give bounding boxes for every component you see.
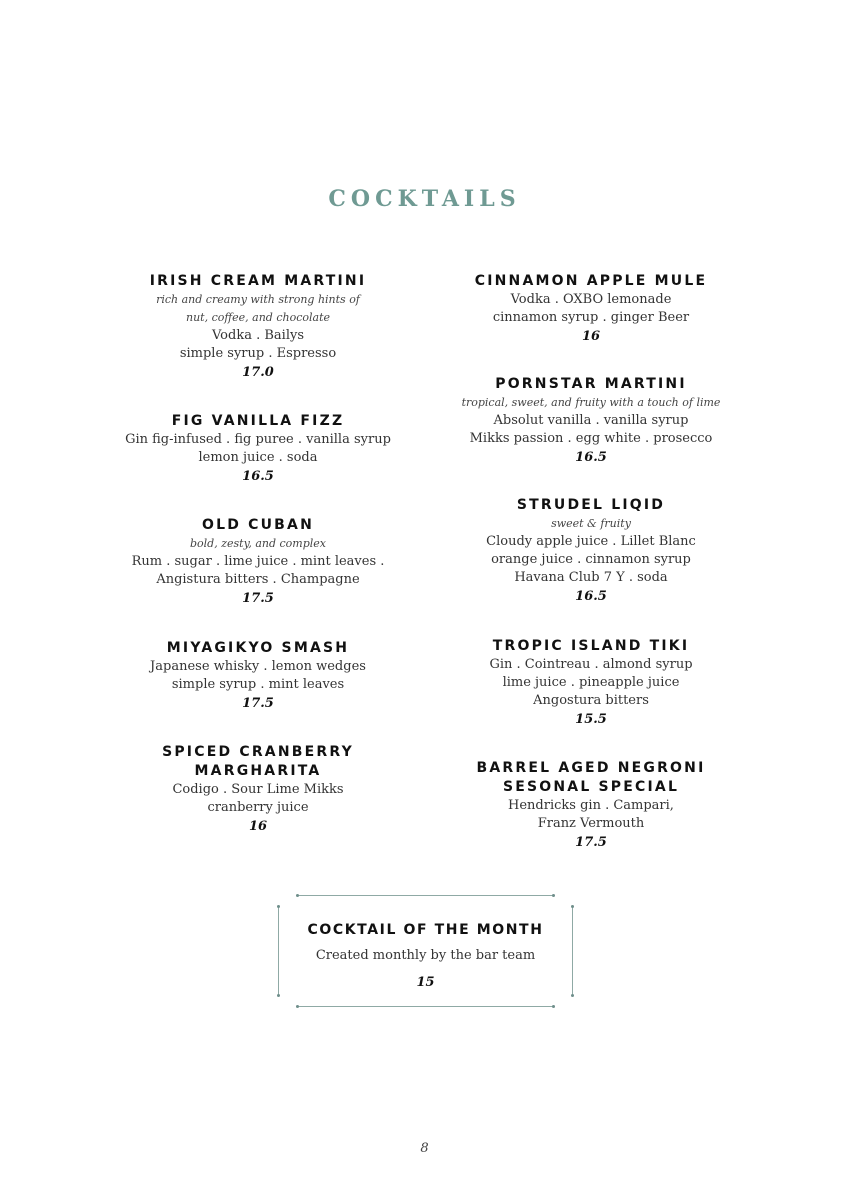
item-name: SESONAL SPECIAL <box>502 779 680 795</box>
item-price: 17.0 <box>242 365 274 380</box>
item-ingredients: Gin fig-infused . fig puree . vanilla syrup <box>125 432 391 447</box>
item-ingredients: Absolut vanilla . vanilla syrup <box>493 413 689 428</box>
page-number: 8 <box>420 1141 429 1156</box>
item-ingredients: Hendricks gin . Campari, <box>508 798 674 813</box>
menu-item <box>98 412 418 486</box>
item-ingredients: lime juice . pineapple juice <box>502 675 680 690</box>
menu-item <box>431 637 751 729</box>
item-price: 16.5 <box>575 589 607 604</box>
item-ingredients: Angistura bitters . Champagne <box>156 572 360 587</box>
item-name: CINNAMON APPLE MULE <box>474 273 708 289</box>
frame-dot <box>296 1005 299 1008</box>
frame-dot <box>571 994 574 997</box>
menu-item <box>431 759 751 852</box>
item-description: bold, zesty, and complex <box>189 537 326 550</box>
menu-item <box>98 516 418 608</box>
item-ingredients: Rum . sugar . lime juice . mint leaves . <box>131 554 385 569</box>
item-name: OLD CUBAN <box>202 517 314 533</box>
item-price: 17.5 <box>242 591 274 606</box>
item-price: 16 <box>581 329 601 344</box>
menu-item <box>431 496 751 606</box>
item-description: nut, coffee, and chocolate <box>185 311 330 324</box>
item-price: 17.5 <box>242 696 274 711</box>
item-ingredients: lemon juice . soda <box>198 450 318 465</box>
item-ingredients: Vodka . OXBO lemonade <box>510 292 672 307</box>
item-ingredients: Codigo . Sour Lime Mikks <box>172 782 344 797</box>
item-price: 15.5 <box>575 712 607 727</box>
item-price: 16.5 <box>575 450 607 465</box>
item-ingredients: Vodka . Bailys <box>211 328 304 343</box>
page-title: COCKTAILS <box>328 186 521 212</box>
item-name: SPICED CRANBERRY <box>162 744 354 760</box>
item-ingredients: Franz Vermouth <box>537 816 645 831</box>
frame-dot <box>552 894 555 897</box>
frame-dot <box>571 905 574 908</box>
item-price: 17.5 <box>575 835 607 850</box>
item-ingredients: Mikks passion . egg white . prosecco <box>469 431 713 446</box>
item-name: PORNSTAR MARTINI <box>495 376 687 392</box>
cocktail-of-the-month-box <box>276 893 575 1009</box>
cocktail-of-the-month-price: 15 <box>416 975 435 990</box>
item-name: IRISH CREAM MARTINI <box>149 273 367 289</box>
menu-item <box>431 375 751 467</box>
menu-item <box>98 639 418 713</box>
menu-item <box>98 743 418 836</box>
item-ingredients: orange juice . cinnamon syrup <box>491 552 691 567</box>
cocktail-of-the-month-description: Created monthly by the bar team <box>315 948 536 963</box>
item-name: TROPIC ISLAND TIKI <box>492 638 690 654</box>
frame-line-top <box>297 895 554 896</box>
item-ingredients: Cloudy apple juice . Lillet Blanc <box>486 534 696 549</box>
item-ingredients: simple syrup . mint leaves <box>171 677 345 692</box>
item-ingredients: Gin . Cointreau . almond syrup <box>489 657 693 672</box>
item-name: MIYAGIKYO SMASH <box>166 640 350 656</box>
item-name: STRUDEL LIQID <box>516 497 666 513</box>
item-ingredients: Havana Club 7 Y . soda <box>514 570 668 585</box>
item-price: 16 <box>248 819 268 834</box>
frame-dot <box>296 894 299 897</box>
item-ingredients: simple syrup . Espresso <box>179 346 337 361</box>
frame-dot <box>277 994 280 997</box>
frame-dot <box>277 905 280 908</box>
item-name: FIG VANILLA FIZZ <box>171 413 345 429</box>
menu-item <box>431 272 751 346</box>
menu-item <box>98 272 418 382</box>
item-name: BARREL AGED NEGRONI <box>476 760 706 776</box>
menu-column-left <box>98 272 418 836</box>
item-description: sweet & fruity <box>551 517 631 530</box>
menu-column-right <box>431 272 751 852</box>
item-description: rich and creamy with strong hints of <box>156 293 360 306</box>
item-ingredients: cinnamon syrup . ginger Beer <box>492 310 690 325</box>
item-price: 16.5 <box>242 469 274 484</box>
cocktail-of-the-month-title: COCKTAIL OF THE MONTH <box>307 922 544 938</box>
item-name: MARGHARITA <box>194 763 322 779</box>
frame-dot <box>552 1005 555 1008</box>
item-ingredients: Japanese whisky . lemon wedges <box>150 659 366 674</box>
item-ingredients: Angostura bitters <box>533 693 649 708</box>
item-description: tropical, sweet, and fruity with a touch of lime <box>461 396 721 409</box>
frame-line-bottom <box>297 1006 554 1007</box>
item-ingredients: cranberry juice <box>207 800 309 815</box>
